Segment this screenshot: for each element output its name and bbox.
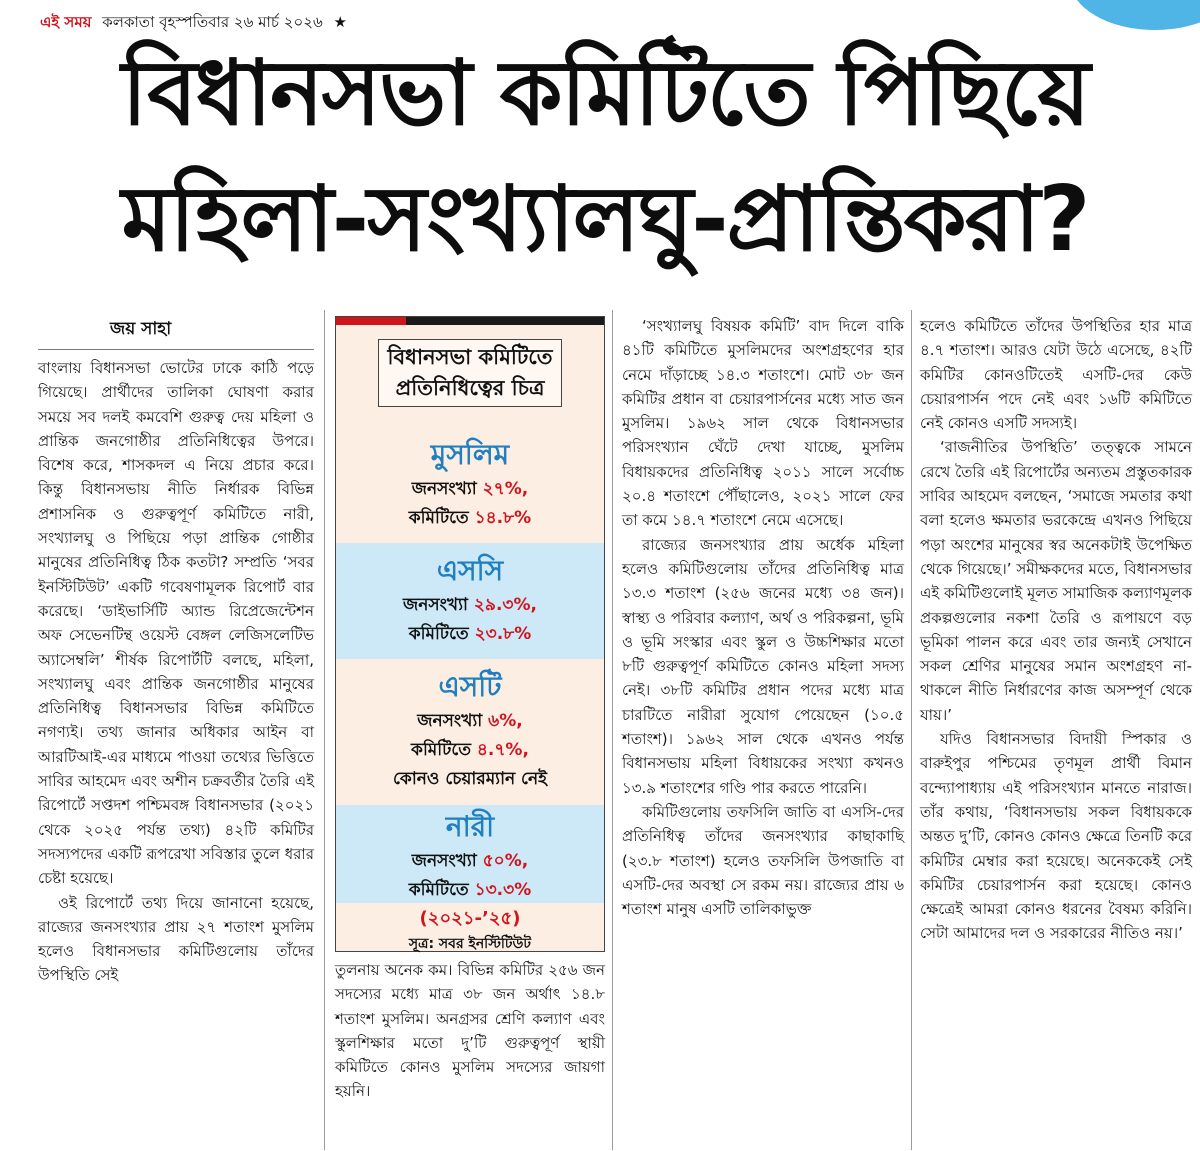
article-column-1 (38, 356, 314, 988)
paragraph: বাংলায় বিধানসভা ভোটের ঢাকে কাঠি পড়ে গিয়েছে। প্রার্থীদের তালিকা ঘোষণা করার সময়ে সব দলই কমবেশি গুরুত্ব দেয় মহিলা ও প্রান্তিক জনগোষ্ঠীর প্রতিনিধিত্বের উপরে। বিশেষ করে, শাসকদল এ নিয়ে প্রচার করে। কিন্তু বিধানসভায় নীতি নির্ধারক বিভিন্ন প্রশাসনিক ও গুরুত্বপূর্ণ কমিটিতে নারী, সংখ্যালঘু ও পিছিয়ে পড়া প্রান্তিক গোষ্ঠীর মানুষের প্রতিনিধিত্ব ঠিক কতটা? সম্প্রতি ‘সবর ইনস্টিটিউট’ একটি গবেষণামূলক রিপোর্ট বার করেছে। ‘ডাইভার্সিটি অ্যান্ড রিপ্রেজেন্টেশন অফ সেভেনটিন্থ ওয়েস্ট বেঙ্গল লেজিসলেটিভ অ্যাসেম্বলি’ শীর্ষক রিপোর্টটি বলছে, মহিলা, সংখ্যালঘু এবং প্রান্তিক জনগোষ্ঠীর মানুষের প্রতিনিধিত্ব বিধানসভার বিভিন্ন কমিটিতে নগণ্যই। তথ্য জানার অধিকার আইন বা আরটিআই-এর মাধ্যমে পাওয়া তথ্যের ভিত্তিতে সাবির আহমেদ এবং অশীন চক্রবর্তীর তৈরি এই রিপোর্টে সপ্তদশ পশ্চিমবঙ্গ বিধানসভার (২০২১ থেকে ২০২৫ পর্যন্ত তথ্য) ৪২টি কমিটির সদস্যপদের একটি রূপরেখা সবিস্তার তুলে ধরার চেষ্টা হয়েছে। (38, 359, 314, 888)
section-heading: এসসি (436, 554, 504, 587)
infobox-title-line-2: প্রতিনিধিত্বের চিত্র (395, 376, 545, 400)
committee-value: ১৪.৮% (474, 508, 532, 528)
population-value: ৫০%, (482, 851, 529, 871)
infobox (335, 316, 605, 952)
paragraph: তুলনায় অনেক কম। বিভিন্ন কমিটির ২৫৬ জন সদস্যের মধ্যে মাত্র ৩৮ জন অর্থাৎ ১৪.৮ শতাংশ মুসলিম। অনগ্রসর শ্রেণি কল্যাণ এবং স্কুলশিক্ষার মতো দু’টি গুরুত্বপূর্ণ স্থায়ী কমিটিতে কোনও মুসলিম সদস্যের জায়গা হয়নি। (335, 961, 605, 1101)
column-divider (612, 310, 613, 1150)
infobox-section-st (336, 659, 604, 805)
byline-divider (38, 349, 314, 350)
paragraph: ‘রাজনীতির উপস্থিতি’ তত্ত্বকে সামনে রেখে তৈরি এই রিপোর্টের অন্যতম প্রস্তুতকারক সাবির আহমেদ বলছেন, ‘সমাজে সমতার কথা বলা হলেও ক্ষমতার ভরকেন্দ্রে এখনও পিছিয়ে পড়া অংশের মানুষের স্বর অনেকটাই উপেক্ষিত থেকে গিয়েছে।’ সমীক্ষকদের মতে, বিধানসভার এই কমিটিগুলোই মূলত সামাজিক কল্যাণমূলক প্রকল্পগুলোর নকশা তৈরি ও রূপায়ণে বড় ভূমিকা পালন করে এবং তার জন্যই সেখানে সকল শ্রেণির মানুষের সমান অংশগ্রহণ না-থাকলে নীতি নির্ধারণের কাজ অসম্পূর্ণ থেকে যায়।’ (920, 438, 1192, 724)
infobox-section-sc (336, 543, 604, 659)
column-divider (324, 310, 325, 1150)
infobox-years: (২০২১-’২৫) (419, 908, 521, 929)
infobox-accent (336, 317, 406, 325)
star-icon: ★ (333, 13, 347, 31)
newspaper-brand: এই সময় (40, 13, 92, 31)
paragraph: হলেও কমিটিতে তাঁদের উপস্থিতির হার মাত্র ৪.৭ শতাংশ। আরও যেটা উঠে এসেছে, ৪২টি কমিটির কোনওটিতেই এসটি-দের কেউ চেয়ারপার্সন পদে নেই এবং ১৬টি কমিটিতে নেই কোনও এসটি সদস্যই। (920, 317, 1192, 433)
paragraph: ওই রিপোর্টে তথ্য দিয়ে জানানো হয়েছে, রাজ্যের জনসংখ্যার প্রায় ২৭ শতাংশ মুসলিম হলেও বিধানসভার কমিটিগুলোয় তাঁদের উপস্থিতি সেই (38, 893, 314, 985)
label: কমিটিতে (408, 624, 469, 644)
committee-line (336, 876, 604, 905)
infobox-source (336, 905, 604, 955)
no-chairman-note: কোনও চেয়ারম্যান নেই (393, 769, 547, 789)
headline-line-2: মহিলা-সংখ্যালঘু-প্রান্তিকরা? (121, 167, 1089, 272)
committee-value: ১৩.৩% (474, 880, 532, 900)
article-column-4 (920, 314, 1192, 946)
population-line (336, 475, 604, 504)
committee-line (336, 736, 604, 765)
infobox-title-line-1: বিধানসভা কমিটিতে (387, 345, 553, 369)
infobox-top-bar (336, 317, 604, 325)
committee-value: ৪.৭%, (476, 740, 529, 760)
committee-value: ২৩.৮% (474, 624, 532, 644)
infobox-source-credit: সূত্র: সবর ইনস্টিটিউট (408, 936, 532, 952)
section-heading: নারী (445, 810, 495, 843)
population-value: ২৯.৩%, (473, 595, 537, 615)
population-value: ২৭%, (482, 479, 529, 499)
label: কমিটিতে (408, 508, 469, 528)
paragraph: ‘সংখ্যালঘু বিষয়ক কমিটি’ বাদ দিলে বাকি ৪১টি কমিটিতে মুসলিমদের অংশগ্রহণের হার নেমে দাঁড়াচ্ছে ১৪.৩ শতাংশে। মোট ৩৮ জন কমিটির প্রধান বা চেয়ারপার্সনের মধ্যে সাত জন মুসলিম। ১৯৬২ সাল থেকে বিধানসভার পরিসংখ্যান ঘেঁটে দেখা যাচ্ছে, মুসলিম বিধায়কদের প্রতিনিধিত্ব ২০১১ সালে সর্বোচ্চ ২০.৪ শতাংশে পৌঁছালেও, ২০২১ সালে ফের তা কমে ১৪.৭ শতাংশে নেমে এসেছে। (622, 317, 904, 530)
paragraph: কমিটিগুলোয় তফসিলি জাতি বা এসসি-দের প্রতিনিধিত্ব তাঁদের জনসংখ্যার কাছাকাছি (২৩.৮ শতাংশ) হলেও তফসিলি উপজাতি বা এসটি-দের অবস্থা সে রকম নয়। রাজ্যের প্রায় ৬ শতাংশ মানুষ এসটি তালিকাভুক্ত (622, 802, 904, 919)
label: জনসংখ্যা (417, 711, 483, 731)
population-line (336, 847, 604, 876)
masthead (40, 10, 347, 34)
paragraph: যদিও বিধানসভার বিদায়ী স্পিকার ও বারুইপুর পশ্চিমের তৃণমূল প্রার্থী বিমান বন্দ্যোপাধ্যায় এই পরিসংখ্যান মানতে নারাজ। তাঁর কথায়, ‘বিধানসভায় সকল বিধায়ককে অন্তত দু’টি, কোনও কোনও ক্ষেত্রে তিনটি করে কমিটির মেম্বার করা হয়েছে। অনেককেই সেই কমিটির চেয়ারপার্সন করা হয়েছে। কোনও ক্ষেত্রেই আমরা কোনও ধরনের বৈষম্য করিনি। সেটা আমাদের দল ও সরকারের নীতিও নয়।’ (920, 730, 1192, 943)
label: জনসংখ্যা (411, 851, 477, 871)
headline-line-1: বিধানসভা কমিটিতে পিছিয়ে (121, 41, 1089, 146)
infobox-section-muslim (336, 427, 604, 543)
article-column-3 (622, 314, 904, 921)
dateline: কলকাতা বৃহস্পতিবার ২৬ মার্চ ২০২৬ (102, 13, 323, 31)
section-heading: এসটি (438, 670, 502, 703)
label: কমিটিতে (411, 740, 471, 760)
population-line (336, 591, 604, 620)
paragraph: রাজ্যের জনসংখ্যার প্রায় অর্ধেক মহিলা হলেও কমিটিগুলোয় তাঁদের প্রতিনিধিত্ব মাত্র ১৩.৩ শতাংশ (২৫৬ জনের মধ্যে ৩৪ জন)। স্বাস্থ্য ও পরিবার কল্যাণ, অর্থ ও পরিকল্পনা, ভূমি ও ভূমি সংস্কার এবং স্কুল ও উচ্চশিক্ষার মতো ৮টি গুরুত্বপূর্ণ কমিটিতে কোনও মহিলা সদস্য নেই। ৩৮টি কমিটির প্রধান পদের মধ্যে মাত্র চারটিতে নারীরা সুযোগ পেয়েছেন (১০.৫ শতাংশ)। ১৯৬২ সাল থেকে এখনও পর্যন্ত বিধানসভায় মহিলা বিধায়কের সংখ্যা কখনও ১৩.৯ শতাংশের গণ্ডি পার করতে পারেনি। (622, 535, 904, 797)
population-value: ৬%, (488, 711, 523, 731)
committee-line (336, 504, 604, 533)
label: জনসংখ্যা (403, 595, 468, 615)
label: জনসংখ্যা (411, 479, 477, 499)
label: কমিটিতে (408, 880, 469, 900)
corner-decoration (1070, 0, 1200, 30)
infobox-section-women (336, 805, 604, 903)
byline: জয় সাহা (110, 319, 172, 339)
column-divider (911, 310, 912, 1150)
committee-line (336, 620, 604, 649)
section-heading: মুসলিম (430, 438, 510, 471)
population-line (336, 707, 604, 736)
infobox-title-frame (378, 339, 561, 407)
article-column-2 (335, 958, 605, 1104)
infobox-title (336, 339, 604, 407)
